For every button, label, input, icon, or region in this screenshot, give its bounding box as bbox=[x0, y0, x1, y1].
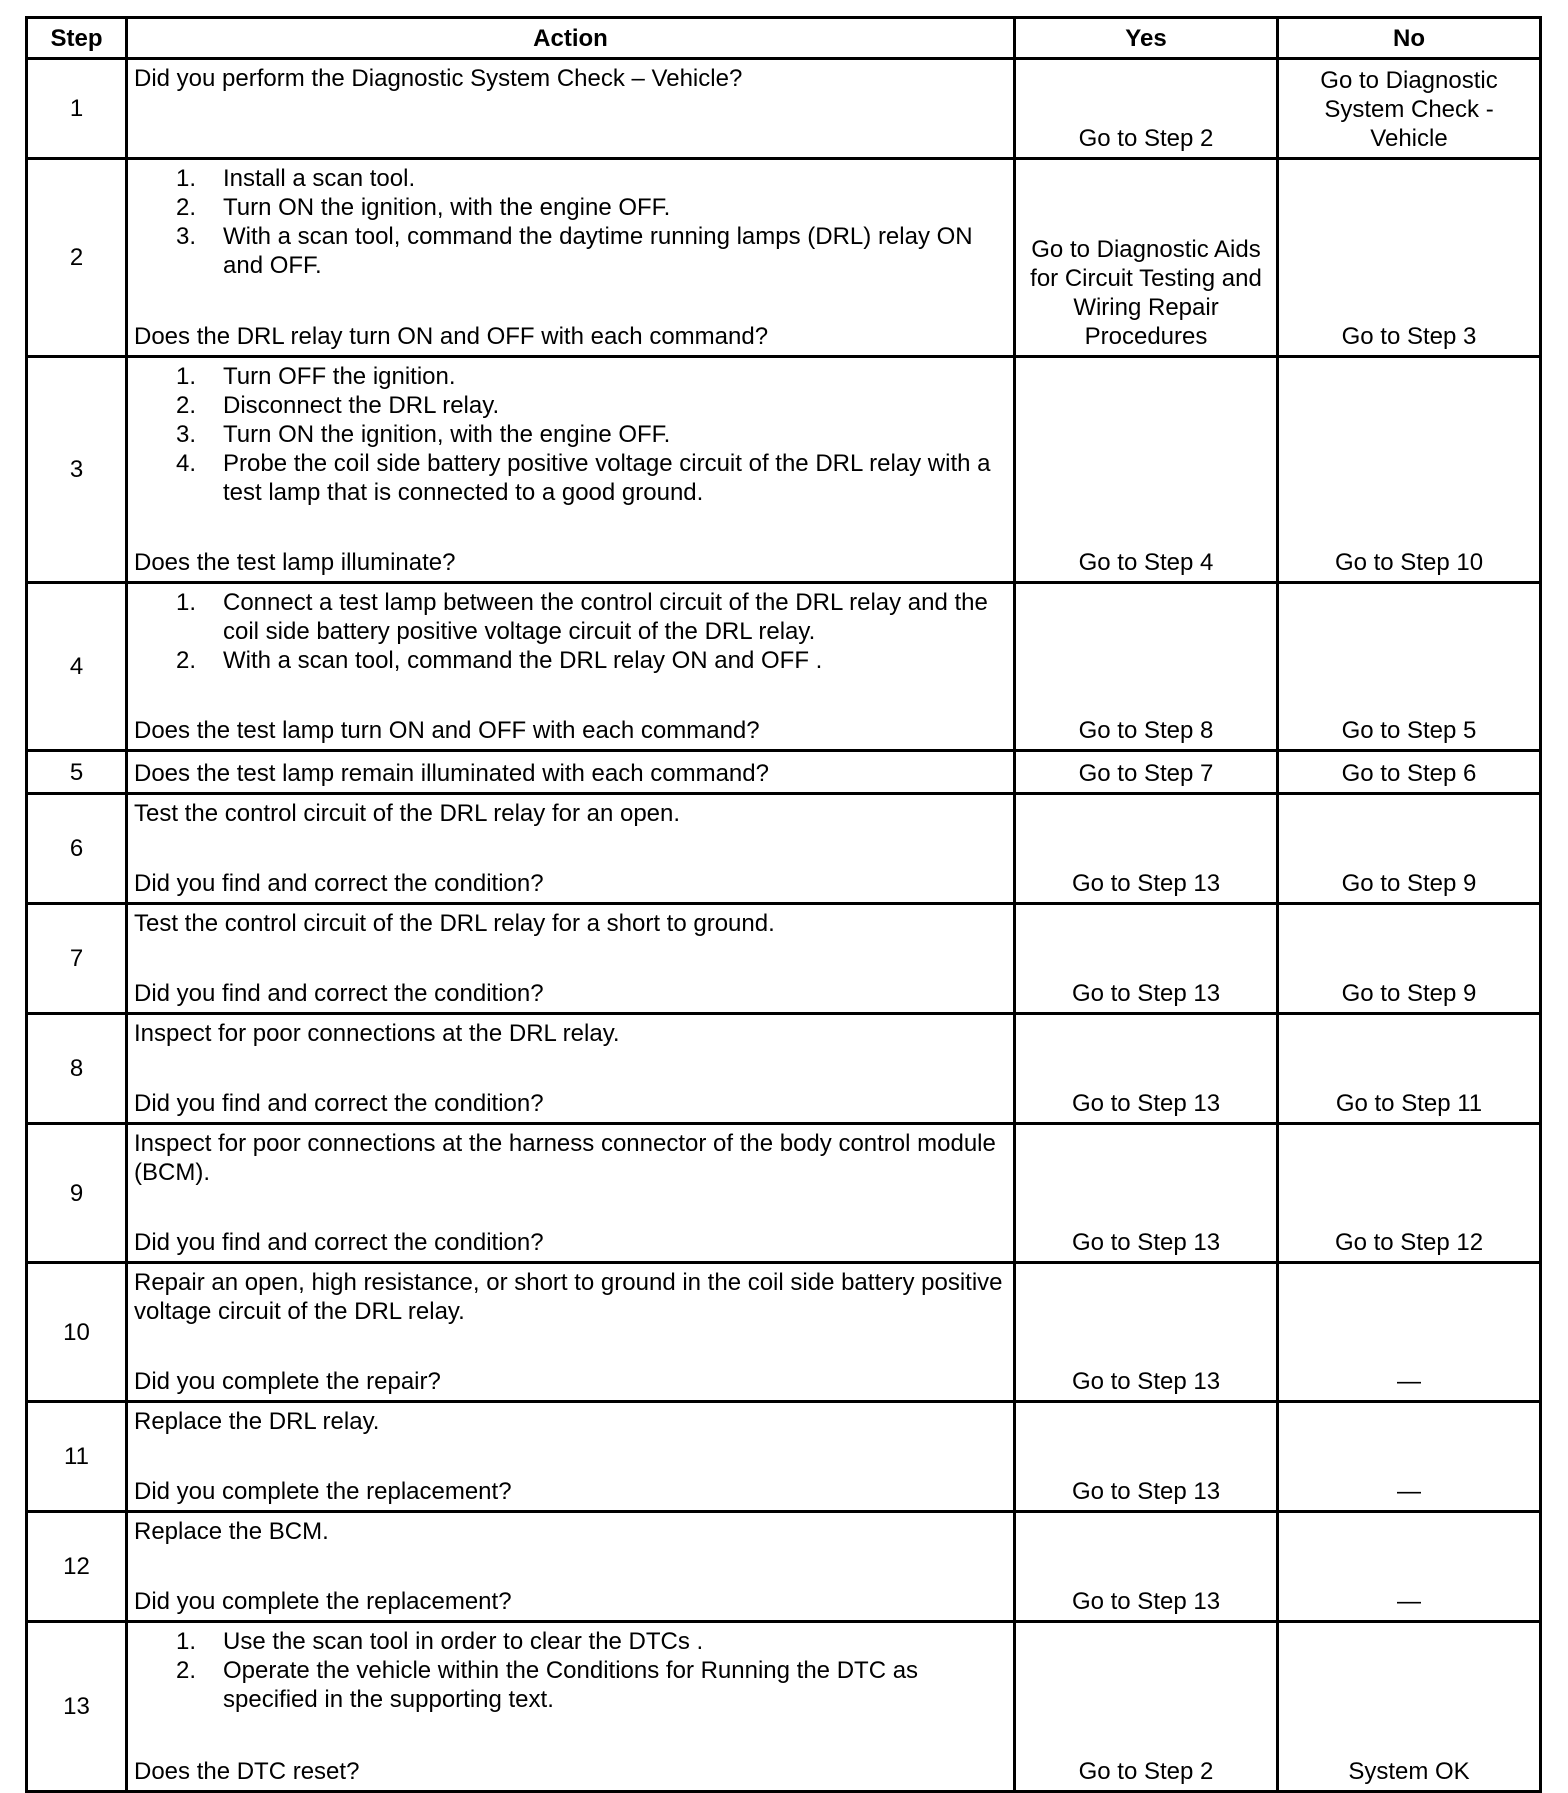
list-item bbox=[134, 1627, 1007, 1656]
action-text: Replace the BCM. bbox=[134, 1518, 329, 1545]
action-question: Did you complete the replacement? bbox=[134, 1588, 512, 1615]
no-result: — bbox=[1278, 1512, 1541, 1622]
action-question: Does the test lamp turn ON and OFF with each command? bbox=[134, 717, 760, 744]
list-item-text: Turn ON the ignition, with the engine OFF. bbox=[223, 194, 671, 221]
yes-result: Go to Step 13 bbox=[1015, 904, 1278, 1014]
step-number: 8 bbox=[27, 1014, 127, 1124]
list-item-text: Install a scan tool. bbox=[223, 165, 416, 192]
diagnostic-table bbox=[25, 16, 1542, 1793]
table-row bbox=[27, 1263, 1541, 1402]
list-item-number: 3. bbox=[175, 223, 196, 250]
yes-result: Go to Step 13 bbox=[1015, 1402, 1278, 1512]
table-row bbox=[27, 357, 1541, 583]
yes-result: Go to Step 2 bbox=[1015, 59, 1278, 159]
action-cell bbox=[127, 1014, 1015, 1124]
yes-result: Go to Step 13 bbox=[1015, 1512, 1278, 1622]
action-cell bbox=[127, 159, 1015, 357]
step-number: 4 bbox=[27, 583, 127, 751]
action-cell bbox=[127, 59, 1015, 159]
action-cell bbox=[127, 1124, 1015, 1263]
table-row bbox=[27, 1124, 1541, 1263]
action-cell bbox=[127, 904, 1015, 1014]
list-item-text: Probe the coil side battery positive voltage circuit of the DRL relay with a test lamp that is connected to a good ground. bbox=[223, 450, 991, 506]
table-row bbox=[27, 1402, 1541, 1512]
no-result: Go to Step 6 bbox=[1278, 751, 1541, 794]
yes-result: Go to Step 13 bbox=[1015, 1124, 1278, 1263]
action-cell bbox=[127, 357, 1015, 583]
action-cell bbox=[127, 583, 1015, 751]
action-question: Did you complete the replacement? bbox=[134, 1478, 512, 1505]
action-question: Did you complete the repair? bbox=[134, 1368, 441, 1395]
list-item bbox=[134, 193, 1007, 222]
action-text: Inspect for poor connections at the harness connector of the body control module (BCM). bbox=[134, 1130, 1003, 1186]
no-result: Go to Step 9 bbox=[1278, 794, 1541, 904]
table-header-row bbox=[27, 18, 1541, 59]
list-item-text: With a scan tool, command the DRL relay ON and OFF . bbox=[223, 647, 823, 674]
list-item-text: Connect a test lamp between the control circuit of the DRL relay and the coil side battery positive voltage circuit of the DRL relay. bbox=[223, 589, 988, 645]
yes-result: Go to Step 8 bbox=[1015, 583, 1278, 751]
list-item bbox=[134, 449, 1007, 507]
action-question: Does the test lamp remain illuminated with each command? bbox=[134, 760, 769, 787]
list-item-number: 2. bbox=[175, 647, 196, 674]
table-row bbox=[27, 1622, 1541, 1792]
action-question: Did you find and correct the condition? bbox=[134, 870, 544, 897]
step-number: 7 bbox=[27, 904, 127, 1014]
list-item bbox=[134, 646, 1007, 675]
header-step: Step bbox=[27, 18, 127, 59]
list-item-text: Turn OFF the ignition. bbox=[223, 363, 456, 390]
list-item-text: Use the scan tool in order to clear the DTCs . bbox=[223, 1628, 704, 1655]
table-row bbox=[27, 159, 1541, 357]
action-text: Repair an open, high resistance, or short to ground in the coil side battery positive voltage circuit of the DRL relay. bbox=[134, 1269, 1010, 1325]
list-item bbox=[134, 420, 1007, 449]
action-text: Replace the DRL relay. bbox=[134, 1408, 380, 1435]
action-cell bbox=[127, 794, 1015, 904]
action-steps-list bbox=[134, 1627, 1007, 1714]
action-text: Inspect for poor connections at the DRL relay. bbox=[134, 1020, 620, 1047]
table-row bbox=[27, 583, 1541, 751]
action-text: Test the control circuit of the DRL relay for a short to ground. bbox=[134, 910, 775, 937]
no-result: Go to Step 10 bbox=[1278, 357, 1541, 583]
header-yes: Yes bbox=[1015, 18, 1278, 59]
no-result: — bbox=[1278, 1402, 1541, 1512]
step-number: 9 bbox=[27, 1124, 127, 1263]
action-question: Does the DRL relay turn ON and OFF with each command? bbox=[134, 323, 769, 350]
no-result: Go to Step 9 bbox=[1278, 904, 1541, 1014]
action-steps-list bbox=[134, 362, 1007, 507]
no-result: Go to Diagnostic System Check - Vehicle bbox=[1278, 59, 1541, 159]
list-item-number: 2. bbox=[175, 1657, 196, 1684]
step-number: 2 bbox=[27, 159, 127, 357]
action-steps-list bbox=[134, 588, 1007, 675]
diagnostic-table-container bbox=[25, 16, 1539, 1793]
no-result: Go to Step 12 bbox=[1278, 1124, 1541, 1263]
table-row bbox=[27, 1014, 1541, 1124]
step-number: 12 bbox=[27, 1512, 127, 1622]
action-cell bbox=[127, 1402, 1015, 1512]
step-number: 13 bbox=[27, 1622, 127, 1792]
table-row bbox=[27, 794, 1541, 904]
header-action: Action bbox=[127, 18, 1015, 59]
action-cell bbox=[127, 1263, 1015, 1402]
action-text: Did you perform the Diagnostic System Check – Vehicle? bbox=[134, 65, 743, 92]
no-result: System OK bbox=[1278, 1622, 1541, 1792]
list-item-text: Disconnect the DRL relay. bbox=[223, 392, 500, 419]
list-item-number: 2. bbox=[175, 194, 196, 221]
list-item-number: 1. bbox=[175, 589, 196, 616]
list-item-text: With a scan tool, command the daytime running lamps (DRL) relay ON and OFF. bbox=[223, 223, 973, 279]
no-result: — bbox=[1278, 1263, 1541, 1402]
action-question: Did you find and correct the condition? bbox=[134, 980, 544, 1007]
action-steps-list bbox=[134, 164, 1007, 280]
list-item bbox=[134, 391, 1007, 420]
list-item-number: 1. bbox=[175, 165, 196, 192]
step-number: 3 bbox=[27, 357, 127, 583]
list-item-number: 3. bbox=[175, 421, 196, 448]
action-question: Did you find and correct the condition? bbox=[134, 1229, 544, 1256]
yes-result: Go to Step 13 bbox=[1015, 1263, 1278, 1402]
table-row bbox=[27, 751, 1541, 794]
list-item-number: 1. bbox=[175, 363, 196, 390]
list-item-number: 2. bbox=[175, 392, 196, 419]
yes-result: Go to Step 2 bbox=[1015, 1622, 1278, 1792]
no-result: Go to Step 5 bbox=[1278, 583, 1541, 751]
list-item bbox=[134, 588, 1007, 646]
step-number: 5 bbox=[27, 751, 127, 794]
list-item bbox=[134, 164, 1007, 193]
yes-result: Go to Step 13 bbox=[1015, 794, 1278, 904]
header-no: No bbox=[1278, 18, 1541, 59]
yes-result: Go to Diagnostic Aids for Circuit Testing and Wiring Repair Procedures bbox=[1015, 159, 1278, 357]
yes-result: Go to Step 7 bbox=[1015, 751, 1278, 794]
step-number: 11 bbox=[27, 1402, 127, 1512]
yes-result: Go to Step 13 bbox=[1015, 1014, 1278, 1124]
yes-result: Go to Step 4 bbox=[1015, 357, 1278, 583]
table-body bbox=[27, 59, 1541, 1792]
action-question: Does the DTC reset? bbox=[134, 1758, 360, 1785]
table-row bbox=[27, 1512, 1541, 1622]
list-item bbox=[134, 362, 1007, 391]
list-item-number: 1. bbox=[175, 1628, 196, 1655]
table-row bbox=[27, 904, 1541, 1014]
action-question: Did you find and correct the condition? bbox=[134, 1090, 544, 1117]
no-result: Go to Step 11 bbox=[1278, 1014, 1541, 1124]
action-cell bbox=[127, 751, 1015, 794]
no-result: Go to Step 3 bbox=[1278, 159, 1541, 357]
action-question: Does the test lamp illuminate? bbox=[134, 549, 456, 576]
list-item bbox=[134, 222, 1007, 280]
step-number: 1 bbox=[27, 59, 127, 159]
list-item-text: Turn ON the ignition, with the engine OFF. bbox=[223, 421, 671, 448]
step-number: 10 bbox=[27, 1263, 127, 1402]
table-row bbox=[27, 59, 1541, 159]
action-text: Test the control circuit of the DRL relay for an open. bbox=[134, 800, 681, 827]
list-item-text: Operate the vehicle within the Conditions for Running the DTC as specified in the supporting text. bbox=[223, 1657, 919, 1713]
list-item-number: 4. bbox=[175, 450, 196, 477]
list-item bbox=[134, 1656, 1007, 1714]
step-number: 6 bbox=[27, 794, 127, 904]
action-cell bbox=[127, 1622, 1015, 1792]
action-cell bbox=[127, 1512, 1015, 1622]
